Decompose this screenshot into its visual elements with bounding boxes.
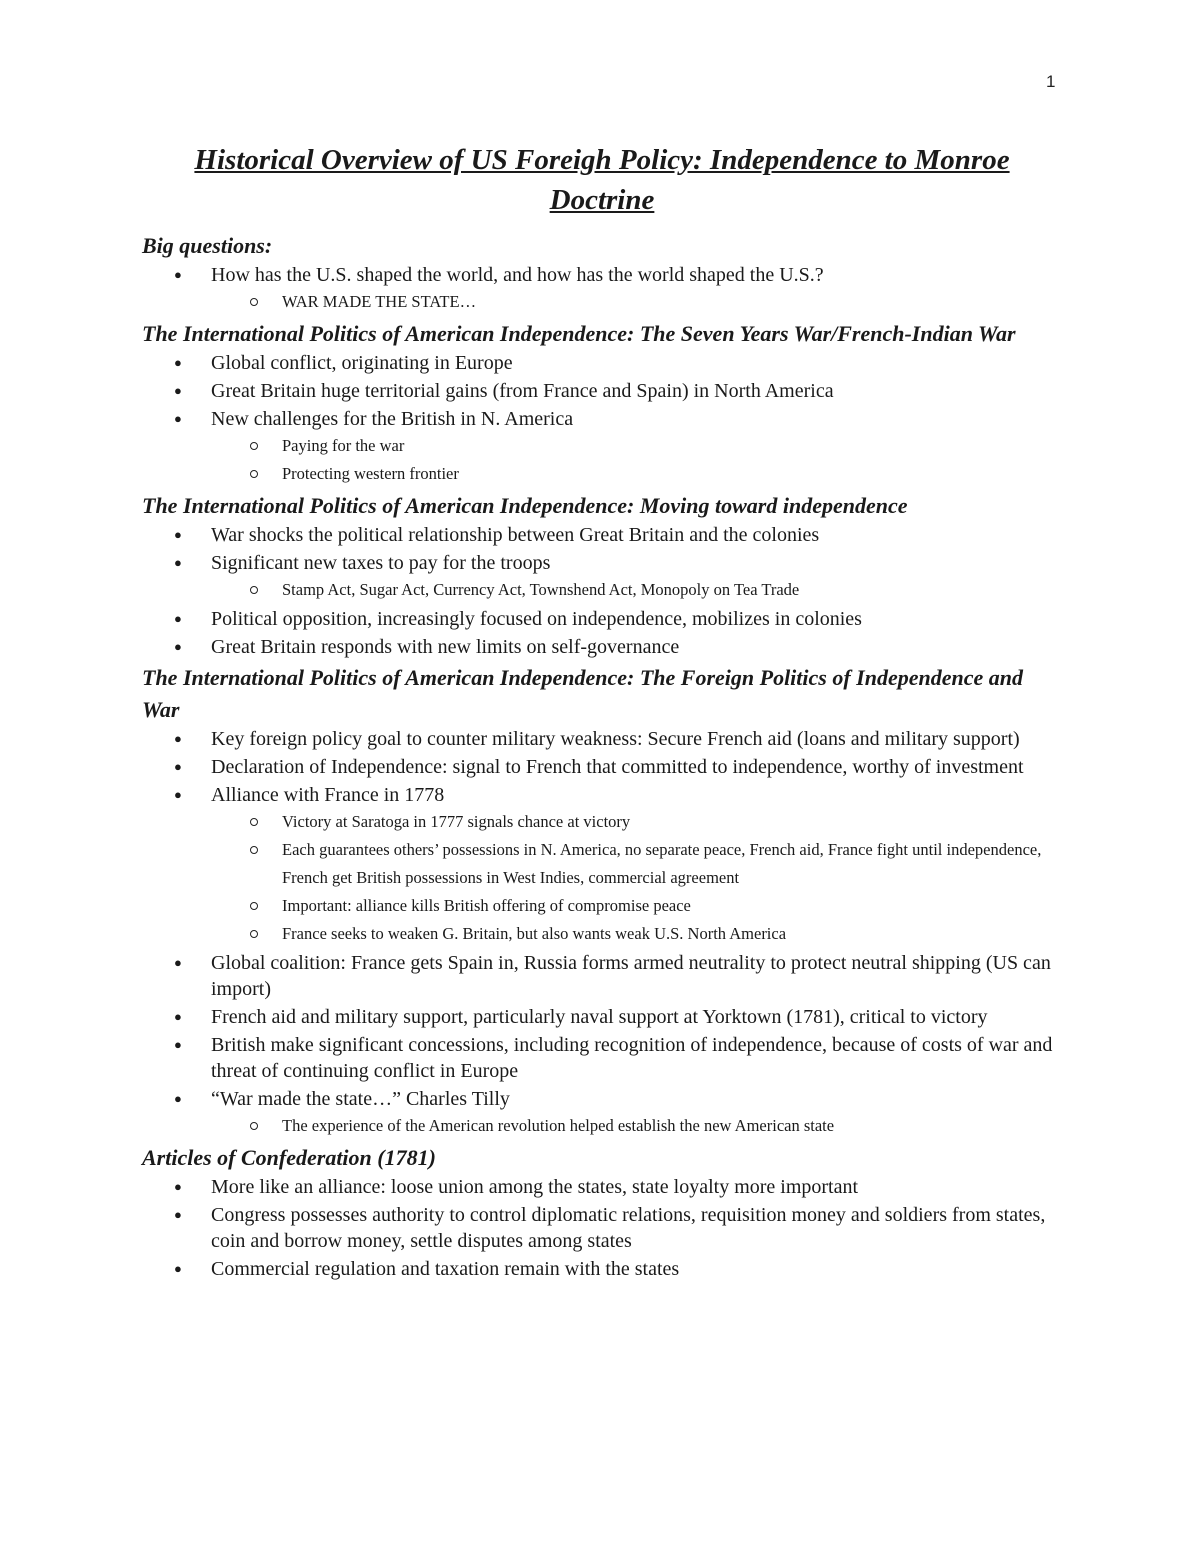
sub-bullet-item: Paying for the war [142, 432, 1062, 460]
document-title: Historical Overview of US Foreigh Policy: Independence to Monroe Doctrine [194, 144, 1010, 216]
sub-bullet-item: Stamp Act, Sugar Act, Currency Act, Townshend Act, Monopoly on Tea Trade [142, 576, 1062, 604]
sub-bullet-item: WAR MADE THE STATE… [142, 288, 1062, 316]
section [142, 490, 1062, 660]
section-heading: Articles of Confederation (1781) [142, 1145, 436, 1170]
bullet-item [142, 754, 1062, 780]
bullet-text: Commercial regulation and taxation remain with the states [211, 1258, 680, 1280]
section [142, 662, 1062, 1140]
bullet-text: More like an alliance: loose union among the states, state loyalty more important [211, 1176, 859, 1198]
sub-bullet-list [211, 576, 1062, 604]
sub-bullet-item: Each guarantees others’ possessions in N. America, no separate peace, French aid, France fight until independence, French get British possessions in West Indies, commercial agreement [142, 836, 1062, 892]
bullet-item [142, 1174, 1062, 1200]
bullet-item [142, 522, 1062, 548]
section-heading: The International Politics of American Independence: Moving toward independence [142, 493, 908, 518]
sub-bullet-list [211, 288, 1062, 316]
bullet-text: British make significant concessions, including recognition of independence, because of costs of war and threat of continuing conflict in Europe [211, 1034, 1053, 1082]
bullet-item [142, 1256, 1062, 1282]
document-body [142, 140, 1062, 1284]
bullet-text: Great Britain huge territorial gains (from France and Spain) in North America [211, 380, 834, 402]
bullet-text: Key foreign policy goal to counter military weakness: Secure French aid (loans and military support) [211, 728, 1020, 750]
sub-bullet-list [211, 432, 1062, 488]
bullet-text: Great Britain responds with new limits on self-governance [211, 636, 680, 658]
bullet-item [142, 1086, 1062, 1140]
bullet-item [142, 782, 1062, 948]
bullet-list [142, 1174, 1062, 1282]
bullet-text: How has the U.S. shaped the world, and how has the world shaped the U.S.? [211, 264, 824, 286]
bullet-item [142, 262, 1062, 316]
bullet-text: Declaration of Independence: signal to French that committed to independence, worthy of investment [211, 756, 1024, 778]
section [142, 318, 1062, 488]
sub-bullet-item: Important: alliance kills British offering of compromise peace [142, 892, 1062, 920]
sub-bullet-list [211, 1112, 1062, 1140]
bullet-text: Alliance with France in 1778 [211, 784, 445, 806]
sub-bullet-item: Protecting western frontier [142, 460, 1062, 488]
bullet-item [142, 634, 1062, 660]
bullet-text: “War made the state…” Charles Tilly [211, 1088, 510, 1110]
sub-bullet-list [211, 808, 1062, 948]
sub-bullet-item: France seeks to weaken G. Britain, but also wants weak U.S. North America [142, 920, 1062, 948]
bullet-item [142, 1202, 1062, 1254]
bullet-item [142, 726, 1062, 752]
section [142, 230, 1062, 316]
bullet-item [142, 606, 1062, 632]
bullet-item [142, 1032, 1062, 1084]
section-heading: The International Politics of American Independence: The Foreign Politics of Independence and War [142, 665, 1023, 722]
sub-bullet-item: The experience of the American revolution helped establish the new American state [142, 1112, 1062, 1140]
bullet-item [142, 550, 1062, 604]
bullet-list [142, 262, 1062, 316]
bullet-item [142, 950, 1062, 1002]
bullet-text: Global coalition: France gets Spain in, Russia forms armed neutrality to protect neutral shipping (US can import) [211, 952, 1051, 1000]
bullet-text: Congress possesses authority to control diplomatic relations, requisition money and soldiers from states, coin and borrow money, settle disputes among states [211, 1204, 1046, 1252]
bullet-text: Global conflict, originating in Europe [211, 352, 513, 374]
section-heading: The International Politics of American Independence: The Seven Years War/French-Indian War [142, 321, 1016, 346]
bullet-text: New challenges for the British in N. America [211, 408, 574, 430]
bullet-list [142, 522, 1062, 660]
page-number: 1 [1046, 72, 1056, 91]
bullet-text: Political opposition, increasingly focused on independence, mobilizes in colonies [211, 608, 862, 630]
section [142, 1142, 1062, 1282]
bullet-list [142, 726, 1062, 1140]
bullet-item [142, 406, 1062, 488]
bullet-text: Significant new taxes to pay for the troops [211, 552, 551, 574]
sub-bullet-item: Victory at Saratoga in 1777 signals chance at victory [142, 808, 1062, 836]
bullet-item [142, 350, 1062, 376]
section-heading: Big questions: [142, 233, 273, 258]
bullet-text: War shocks the political relationship between Great Britain and the colonies [211, 524, 820, 546]
bullet-item [142, 378, 1062, 404]
bullet-list [142, 350, 1062, 488]
bullet-item [142, 1004, 1062, 1030]
sections-container [142, 230, 1062, 1282]
bullet-text: French aid and military support, particularly naval support at Yorktown (1781), critical to victory [211, 1006, 988, 1028]
